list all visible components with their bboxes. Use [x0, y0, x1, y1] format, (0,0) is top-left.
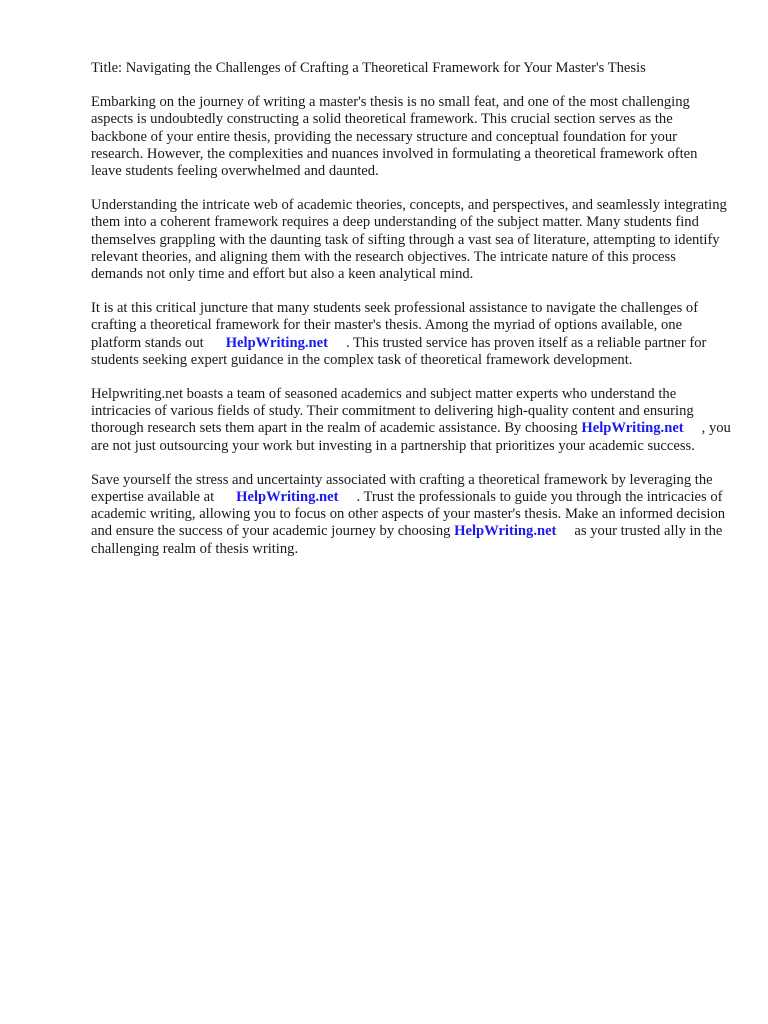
document-title: Title: Navigating the Challenges of Crafting a Theoretical Framework for Your Master's Thesis [91, 60, 646, 76]
document-page [91, 60, 731, 575]
paragraph-3-text-before: It is at this critical juncture that many students seek professional assistance to navigate the challenges of crafting a theoretical framework for their master's thesis. Among the myriad of options available, one platform stands out [91, 300, 699, 351]
paragraph-1-text: Embarking on the journey of writing a master's thesis is no small feat, and one of the most challenging aspects is undoubtedly constructing a solid theoretical framework. This crucial section serves as the backbone of your entire thesis, providing the necessary structure and conceptual foundation for your research. However, the complexities and nuances involved in formulating a theoretical framework often leave students feeling overwhelmed and daunted. [91, 94, 698, 180]
paragraph-4 [91, 386, 731, 455]
paragraph-4-text-after: , you are not just outsourcing your work but investing in a partnership that prioritizes your academic success. [91, 420, 731, 454]
paragraph-5 [91, 472, 731, 558]
helpwriting-link-4[interactable]: HelpWriting.net [454, 523, 557, 540]
helpwriting-link-2[interactable]: HelpWriting.net [581, 420, 684, 437]
paragraph-3-text-after: . This trusted service has proven itself as a reliable partner for students seeking expert guidance in the complex task of theoretical framework development. [91, 334, 707, 368]
paragraph-5-text-after: as your trusted ally in the challenging realm of thesis writing. [91, 523, 723, 557]
paragraph-1 [91, 94, 731, 180]
helpwriting-link-3[interactable]: HelpWriting.net [236, 489, 339, 506]
paragraph-5-text-middle: . Trust the professionals to guide you through the intricacies of academic writing, allowing you to focus on other aspects of your master's thesis. Make an informed decision and ensure the success of your academic journey by choosing [91, 489, 726, 540]
helpwriting-link-1[interactable]: HelpWriting.net [225, 334, 328, 351]
paragraph-2-text: Understanding the intricate web of academic theories, concepts, and perspectives, and seamlessly integrating them into a coherent framework requires a deep understanding of the subject matter. Many students find themselves grappling with the daunting task of sifting through a vast sea of literature, attempting to identify relevant theories, and aligning them with the research objectives. The intricate nature of this process demands not only time and effort but also a keen analytical mind. [91, 197, 727, 283]
paragraph-3 [91, 300, 731, 369]
paragraph-4-text-before: Helpwriting.net boasts a team of seasoned academics and subject matter experts who understand the intricacies of various fields of study. Their commitment to delivering high-quality content and ensuring thorough research sets them apart in the realm of academic assistance. By choosing [91, 386, 694, 437]
paragraph-2 [91, 197, 731, 283]
paragraph-5-text-before: Save yourself the stress and uncertainty associated with crafting a theoretical framework by leveraging the expertise available at [91, 471, 713, 506]
